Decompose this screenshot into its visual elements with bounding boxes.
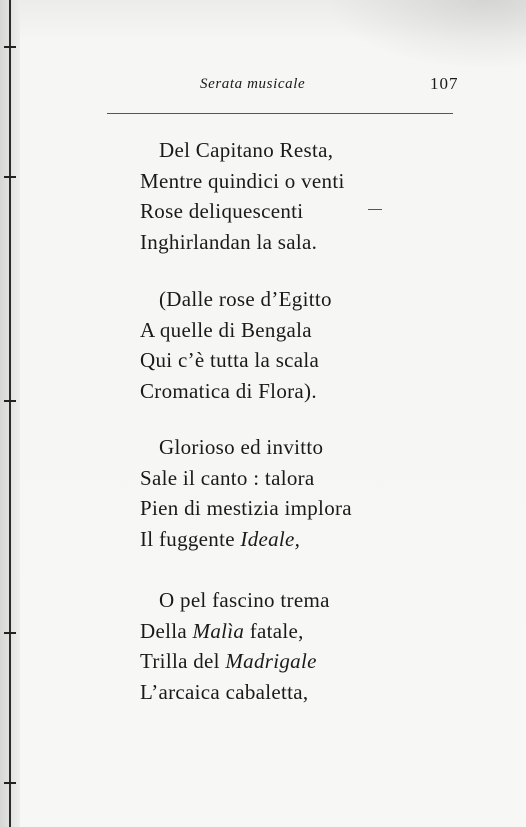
verse-text: Della — [140, 618, 193, 643]
verse-line — [159, 138, 333, 163]
verse-text: O pel fascino trema — [159, 588, 330, 612]
verse-line — [159, 435, 323, 460]
running-head-title: Serata musicale — [200, 76, 306, 92]
verse-text: Pien di mestizia implora — [140, 496, 352, 520]
verse-text: Glorioso ed invitto — [159, 435, 324, 459]
verse-text: L’arcaica cabaletta, — [140, 679, 309, 704]
verse-text: Qui c’è tutta la scala — [140, 348, 320, 372]
verse-text: fatale, — [244, 618, 304, 643]
verse-text: (Dalle rose d’Egitto — [159, 287, 332, 311]
page-number: 107 — [430, 74, 459, 93]
verse-text: Trilla del — [140, 649, 226, 673]
verse-text: A quelle di Bengala — [140, 317, 312, 342]
verse-line — [140, 230, 317, 255]
margin-dash — [368, 209, 382, 210]
verse-italic-word: Malìa — [192, 618, 245, 643]
verse-line — [140, 466, 315, 491]
verse-line — [140, 318, 312, 343]
verse-line — [140, 680, 308, 705]
verse-text: Il fuggente — [140, 526, 241, 551]
verse-italic-word: Madrigale — [225, 649, 317, 673]
verse-line — [140, 527, 300, 552]
verse-text: Sale il canto : talora — [140, 465, 315, 490]
verse-line — [140, 496, 352, 521]
verse-text: Rose deliquescenti — [140, 199, 304, 223]
verse-text: Cromatica di Flora). — [140, 378, 317, 403]
verse-line — [140, 169, 345, 194]
verse-line — [140, 619, 304, 644]
verse-line — [140, 649, 317, 674]
verse-line — [159, 588, 330, 613]
verse-text: Inghirlandan la sala. — [140, 229, 318, 254]
verse-line — [140, 348, 319, 373]
verse-line — [140, 379, 317, 404]
verse-text: Mentre quindici o venti — [140, 168, 345, 193]
verse-text: Del Capitano Resta, — [159, 138, 334, 162]
verse-line — [140, 199, 303, 224]
verse-line — [159, 287, 332, 312]
verse-italic-word: Ideale, — [240, 526, 301, 551]
